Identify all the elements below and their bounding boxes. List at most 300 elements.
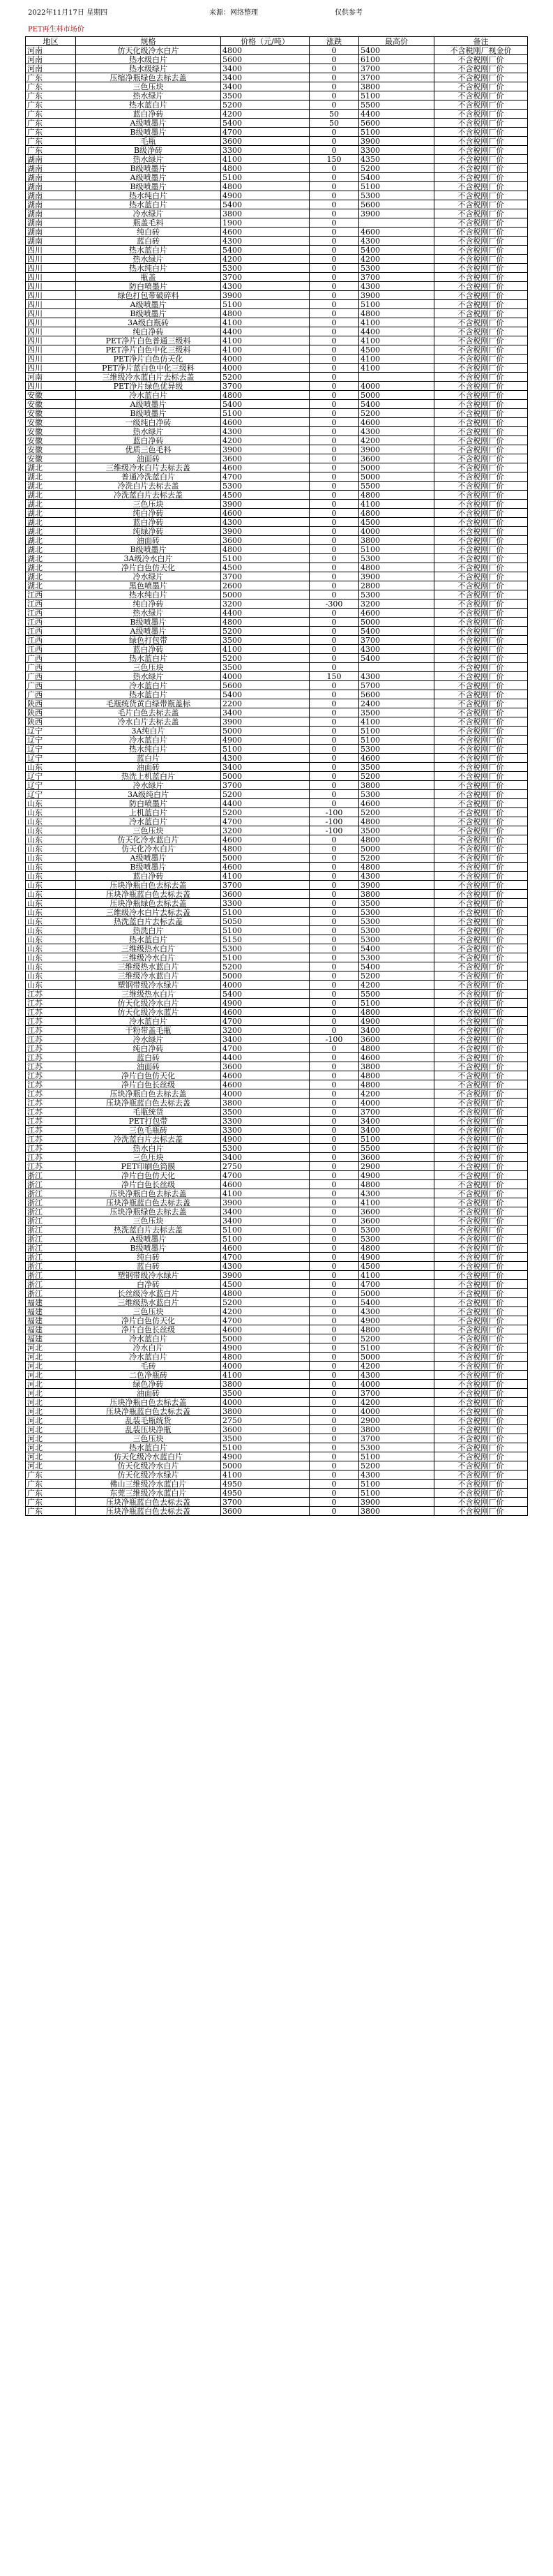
table-row: [26, 518, 528, 527]
table-row: [26, 799, 528, 808]
cell-spec: B级喷墨片: [76, 545, 221, 554]
cell-note: 不含税刚厂价: [434, 155, 528, 164]
cell-region: 四川: [26, 291, 76, 300]
cell-high: 5200: [359, 808, 434, 817]
cell-price: 4100: [221, 336, 310, 345]
cell-high: 5400: [359, 962, 434, 971]
cell-price: 4600: [221, 835, 310, 844]
table-row: [26, 173, 528, 182]
cell-spec: 冷水绿片: [76, 1035, 221, 1044]
cell-note: 不含税刚厂价: [434, 382, 528, 391]
cell-price: 4800: [221, 182, 310, 191]
cell-change: 0: [310, 690, 359, 699]
cell-note: 不含税刚厂价: [434, 1461, 528, 1471]
cell-note: 不含税刚厂价: [434, 1425, 528, 1434]
cell-change: 0: [310, 962, 359, 971]
cell-high: 3800: [359, 890, 434, 899]
cell-note: 不含税刚厂价: [434, 618, 528, 627]
cell-region: 江苏: [26, 1108, 76, 1117]
cell-spec: 压块净瓶蓝白色去标去盖: [76, 1498, 221, 1507]
cell-region: 河北: [26, 1362, 76, 1371]
cell-spec: 纯白净砖: [76, 327, 221, 336]
cell-note: 不含税刚厂价: [434, 554, 528, 563]
cell-region: 四川: [26, 345, 76, 355]
column-header-change: 涨跌: [310, 37, 359, 46]
table-row: [26, 627, 528, 636]
cell-note: 不含税刚厂价: [434, 708, 528, 717]
cell-spec: 热水蓝白片: [76, 200, 221, 209]
cell-change: 0: [310, 926, 359, 935]
cell-note: 不含税刚厂价: [434, 763, 528, 772]
cell-high: 4100: [359, 336, 434, 345]
table-row: [26, 908, 528, 917]
table-row: [26, 1461, 528, 1471]
cell-region: 辽宁: [26, 736, 76, 745]
cell-region: 江苏: [26, 1053, 76, 1062]
cell-change: 0: [310, 844, 359, 854]
cell-high: 4600: [359, 609, 434, 618]
cell-region: 河北: [26, 1407, 76, 1416]
cell-change: 0: [310, 200, 359, 209]
cell-high: 3800: [359, 1062, 434, 1071]
cell-spec: 仿天化级冷水白片: [76, 1461, 221, 1471]
cell-price: 4300: [221, 518, 310, 527]
cell-region: 广东: [26, 1498, 76, 1507]
cell-note: 不含税刚厂价: [434, 645, 528, 654]
cell-note: 不含税刚厂价: [434, 1325, 528, 1334]
cell-high: [359, 373, 434, 382]
cell-note: 不含税刚厂价: [434, 1289, 528, 1298]
cell-region: 江西: [26, 600, 76, 609]
cell-high: 4600: [359, 418, 434, 427]
cell-high: 5300: [359, 917, 434, 926]
cell-note: 不含税刚厂价: [434, 935, 528, 944]
cell-high: 5200: [359, 971, 434, 981]
cell-region: 山东: [26, 808, 76, 817]
table-row: [26, 1080, 528, 1089]
cell-change: 0: [310, 146, 359, 155]
cell-spec: 蓝白砖: [76, 237, 221, 246]
cell-price: 3600: [221, 536, 310, 545]
cell-change: 0: [310, 336, 359, 345]
cell-high: 3500: [359, 899, 434, 908]
cell-spec: 毛瓶: [76, 137, 221, 146]
cell-high: 4300: [359, 672, 434, 681]
cell-price: 3400: [221, 763, 310, 772]
cell-region: 广东: [26, 1489, 76, 1498]
cell-change: 50: [310, 119, 359, 128]
cell-price: 4100: [221, 1371, 310, 1380]
table-row: [26, 654, 528, 663]
cell-spec: 净片白色长丝级: [76, 1325, 221, 1334]
cell-high: 5300: [359, 745, 434, 754]
cell-note: 不含税刚厂价: [434, 309, 528, 318]
cell-note: 不含税刚厂价: [434, 545, 528, 554]
cell-note: 不含税刚厂价: [434, 826, 528, 835]
cell-note: 不含税刚厂价: [434, 246, 528, 255]
cell-region: 广东: [26, 73, 76, 82]
cell-region: 江西: [26, 590, 76, 600]
cell-change: 0: [310, 1189, 359, 1198]
price-table-body: [26, 46, 528, 1516]
cell-spec: 优质三色毛料: [76, 445, 221, 454]
table-row: [26, 1117, 528, 1126]
cell-high: 3300: [359, 146, 434, 155]
cell-change: 0: [310, 763, 359, 772]
cell-spec: PET净片白色中化三级料: [76, 345, 221, 355]
cell-price: 5100: [221, 409, 310, 418]
cell-spec: 蓝白净砖: [76, 110, 221, 119]
cell-high: 3700: [359, 1434, 434, 1443]
cell-high: 3700: [359, 1108, 434, 1117]
cell-region: 广东: [26, 1471, 76, 1480]
table-row: [26, 164, 528, 173]
cell-price: 5000: [221, 971, 310, 981]
cell-high: 3900: [359, 291, 434, 300]
cell-region: 山东: [26, 844, 76, 854]
cell-spec: 蓝白净砖: [76, 436, 221, 445]
cell-change: -100: [310, 826, 359, 835]
cell-note: 不含税刚厂价: [434, 1044, 528, 1053]
cell-high: 5500: [359, 990, 434, 999]
cell-region: 山东: [26, 799, 76, 808]
table-row: [26, 1126, 528, 1135]
cell-change: 0: [310, 1135, 359, 1144]
cell-price: 5100: [221, 1443, 310, 1452]
cell-price: 5600: [221, 55, 310, 64]
table-row: [26, 690, 528, 699]
cell-price: 4700: [221, 1017, 310, 1026]
cell-note: 不含税刚厂价: [434, 1271, 528, 1280]
cell-note: 不含税刚厂价: [434, 1135, 528, 1144]
cell-high: 3700: [359, 64, 434, 73]
cell-high: 4900: [359, 1316, 434, 1325]
cell-note: 不含税刚厂价: [434, 237, 528, 246]
cell-price: 3300: [221, 1117, 310, 1126]
cell-price: 4900: [221, 191, 310, 200]
cell-price: 4600: [221, 418, 310, 427]
cell-price: 5400: [221, 400, 310, 409]
cell-price: 5050: [221, 917, 310, 926]
cell-price: 4800: [221, 391, 310, 400]
cell-change: 0: [310, 727, 359, 736]
cell-high: 5500: [359, 482, 434, 491]
table-row: [26, 318, 528, 327]
table-row: [26, 364, 528, 373]
table-row: [26, 672, 528, 681]
cell-change: 0: [310, 182, 359, 191]
cell-price: 5400: [221, 119, 310, 128]
cell-price: 4800: [221, 844, 310, 854]
cell-note: 不含税刚厂价: [434, 1053, 528, 1062]
cell-price: 4800: [221, 545, 310, 554]
table-row: [26, 200, 528, 209]
cell-region: 浙江: [26, 1207, 76, 1216]
cell-price: 4600: [221, 1244, 310, 1253]
cell-change: 0: [310, 1044, 359, 1053]
table-row: [26, 1452, 528, 1461]
cell-price: 5100: [221, 953, 310, 962]
cell-price: 5150: [221, 935, 310, 944]
cell-spec: 热水蓝白片: [76, 1443, 221, 1452]
cell-change: 0: [310, 572, 359, 581]
cell-region: 陕西: [26, 699, 76, 708]
cell-change: 0: [310, 1162, 359, 1171]
cell-note: 不含税刚厂价: [434, 1144, 528, 1153]
cell-change: 0: [310, 445, 359, 454]
header-disclaimer: 仅供参考: [335, 9, 363, 17]
cell-region: 辽宁: [26, 790, 76, 799]
cell-change: 0: [310, 1362, 359, 1371]
cell-region: 湖北: [26, 472, 76, 482]
cell-note: 不含税刚厂价: [434, 1008, 528, 1017]
cell-note: 不含税刚厂价: [434, 754, 528, 763]
cell-note: 不含税刚厂价: [434, 1108, 528, 1117]
cell-change: 0: [310, 1389, 359, 1398]
table-row: [26, 1089, 528, 1099]
cell-note: 不含税刚厂价: [434, 699, 528, 708]
cell-spec: 压块净瓶白色去标去盖: [76, 881, 221, 890]
cell-spec: 三维级冷水蓝白片去标去盖: [76, 373, 221, 382]
cell-high: 5400: [359, 400, 434, 409]
cell-price: 5200: [221, 1298, 310, 1307]
table-row: [26, 763, 528, 772]
cell-high: 4800: [359, 1044, 434, 1053]
cell-price: 4000: [221, 1398, 310, 1407]
cell-note: 不含税刚厂价: [434, 999, 528, 1008]
cell-high: 3800: [359, 82, 434, 91]
cell-high: 4800: [359, 491, 434, 500]
cell-high: 3700: [359, 636, 434, 645]
cell-spec: 纯白净砖: [76, 509, 221, 518]
cell-high: 5500: [359, 100, 434, 110]
cell-change: 0: [310, 745, 359, 754]
cell-change: 0: [310, 1289, 359, 1298]
cell-high: 5400: [359, 173, 434, 182]
cell-note: 不含税刚厂价: [434, 1353, 528, 1362]
cell-high: 5500: [359, 1144, 434, 1153]
cell-region: 湖北: [26, 572, 76, 581]
cell-price: 3200: [221, 826, 310, 835]
cell-spec: 热洗蓝白片去标去盖: [76, 1226, 221, 1235]
cell-change: 0: [310, 173, 359, 182]
cell-change: 0: [310, 1099, 359, 1108]
cell-region: 辽宁: [26, 745, 76, 754]
cell-spec: 压块净瓶绿色去标去盖: [76, 899, 221, 908]
cell-region: 四川: [26, 327, 76, 336]
cell-high: 4800: [359, 1080, 434, 1089]
table-row: [26, 491, 528, 500]
cell-change: 0: [310, 1253, 359, 1262]
cell-spec: 油面砖: [76, 536, 221, 545]
cell-note: 不含税刚厂价: [434, 944, 528, 953]
cell-spec: 冷洗白片去标去盖: [76, 482, 221, 491]
cell-high: 5100: [359, 128, 434, 137]
cell-price: 4300: [221, 427, 310, 436]
cell-price: 5100: [221, 554, 310, 563]
cell-change: 0: [310, 500, 359, 509]
cell-price: 4600: [221, 1080, 310, 1089]
table-row: [26, 781, 528, 790]
cell-change: 0: [310, 209, 359, 218]
cell-region: 山东: [26, 899, 76, 908]
table-row: [26, 1226, 528, 1235]
table-row: [26, 1207, 528, 1216]
cell-high: 4600: [359, 799, 434, 808]
cell-spec: PET净片白色仿天化: [76, 355, 221, 364]
cell-high: 4000: [359, 1407, 434, 1416]
cell-spec: 蓝白净砖: [76, 645, 221, 654]
cell-change: 0: [310, 1108, 359, 1117]
cell-note: 不含税刚厂价: [434, 1089, 528, 1099]
column-header-high: 最高价: [359, 37, 434, 46]
cell-region: 湖北: [26, 563, 76, 572]
cell-price: 4100: [221, 645, 310, 654]
cell-change: 0: [310, 518, 359, 527]
cell-note: 不含税刚厂价: [434, 926, 528, 935]
cell-price: 1900: [221, 218, 310, 228]
table-row: [26, 255, 528, 264]
cell-change: 0: [310, 536, 359, 545]
cell-high: 4500: [359, 345, 434, 355]
cell-change: 0: [310, 364, 359, 373]
cell-note: 不含税刚厂价: [434, 844, 528, 854]
cell-change: 0: [310, 418, 359, 427]
cell-high: 4100: [359, 1198, 434, 1207]
cell-high: 6100: [359, 55, 434, 64]
cell-note: 不含税刚厂价: [434, 427, 528, 436]
cell-change: 0: [310, 1316, 359, 1325]
cell-note: 不含税刚厂价: [434, 509, 528, 518]
cell-change: 0: [310, 554, 359, 563]
table-row: [26, 1180, 528, 1189]
cell-spec: 冷水蓝白片: [76, 1017, 221, 1026]
cell-note: 不含税刚厂价: [434, 373, 528, 382]
cell-high: 4200: [359, 1398, 434, 1407]
cell-price: 5200: [221, 790, 310, 799]
table-row: [26, 817, 528, 826]
table-row: [26, 1189, 528, 1198]
cell-region: 福建: [26, 1316, 76, 1325]
cell-note: 不含税刚厂价: [434, 781, 528, 790]
cell-note: 不含税刚厂价: [434, 500, 528, 509]
table-row: [26, 400, 528, 409]
cell-price: 3400: [221, 82, 310, 91]
cell-high: [359, 218, 434, 228]
cell-high: 5300: [359, 953, 434, 962]
cell-spec: 热水绿片: [76, 427, 221, 436]
cell-price: 3200: [221, 1026, 310, 1035]
cell-region: 河北: [26, 1425, 76, 1434]
cell-high: 3200: [359, 600, 434, 609]
cell-change: 0: [310, 917, 359, 926]
cell-change: 0: [310, 1080, 359, 1089]
cell-change: 0: [310, 981, 359, 990]
cell-price: 3600: [221, 1062, 310, 1071]
cell-price: 4900: [221, 1135, 310, 1144]
cell-price: 5400: [221, 200, 310, 209]
cell-high: 5400: [359, 944, 434, 953]
cell-region: 浙江: [26, 1180, 76, 1189]
cell-spec: 一级纯白净砖: [76, 418, 221, 427]
cell-price: 4300: [221, 1262, 310, 1271]
cell-price: 4600: [221, 463, 310, 472]
cell-price: 4200: [221, 436, 310, 445]
table-row: [26, 300, 528, 309]
cell-high: 3600: [359, 454, 434, 463]
cell-price: 3600: [221, 890, 310, 899]
table-row: [26, 745, 528, 754]
cell-region: 广东: [26, 1507, 76, 1516]
cell-change: 0: [310, 373, 359, 382]
cell-change: 0: [310, 654, 359, 663]
cell-change: 0: [310, 872, 359, 881]
cell-change: 0: [310, 899, 359, 908]
cell-spec: 干粉带盖毛瓶: [76, 1026, 221, 1035]
cell-note: 不含税刚厂价: [434, 1443, 528, 1452]
cell-spec: 冷水绿片: [76, 781, 221, 790]
cell-price: 4200: [221, 255, 310, 264]
table-row: [26, 100, 528, 110]
cell-price: 4500: [221, 1280, 310, 1289]
cell-price: 4800: [221, 164, 310, 173]
cell-spec: 热水级白片: [76, 55, 221, 64]
cell-high: 4800: [359, 835, 434, 844]
cell-spec: 毛砖: [76, 1362, 221, 1371]
table-row: [26, 953, 528, 962]
cell-high: 4200: [359, 981, 434, 990]
cell-spec: 冷水蓝白片: [76, 736, 221, 745]
cell-region: 山东: [26, 971, 76, 981]
cell-region: 湖北: [26, 500, 76, 509]
cell-high: 3500: [359, 826, 434, 835]
cell-high: 3900: [359, 445, 434, 454]
cell-price: 4600: [221, 228, 310, 237]
cell-change: 0: [310, 1307, 359, 1316]
cell-region: 湖南: [26, 237, 76, 246]
cell-price: 3900: [221, 717, 310, 727]
cell-price: 3800: [221, 1099, 310, 1108]
table-row: [26, 1398, 528, 1407]
cell-change: 0: [310, 382, 359, 391]
cell-change: 0: [310, 73, 359, 82]
cell-change: 0: [310, 1235, 359, 1244]
table-row: [26, 445, 528, 454]
cell-region: 广东: [26, 1480, 76, 1489]
cell-note: 不含税刚厂价: [434, 609, 528, 618]
cell-region: 河南: [26, 46, 76, 55]
cell-region: 山东: [26, 763, 76, 772]
cell-spec: 热水白片: [76, 1144, 221, 1153]
table-row: [26, 282, 528, 291]
cell-price: 4300: [221, 237, 310, 246]
cell-price: 4400: [221, 327, 310, 336]
cell-spec: 白净砖: [76, 1280, 221, 1289]
cell-price: 4800: [221, 618, 310, 627]
cell-note: 不含税刚厂价: [434, 1180, 528, 1189]
table-row: [26, 1253, 528, 1262]
cell-price: 4700: [221, 817, 310, 826]
cell-change: 0: [310, 1343, 359, 1353]
cell-region: 山东: [26, 872, 76, 881]
cell-note: 不含税刚厂价: [434, 917, 528, 926]
cell-change: 0: [310, 1280, 359, 1289]
cell-high: 5600: [359, 690, 434, 699]
cell-note: 不含税刚厂价: [434, 1216, 528, 1226]
cell-region: 江苏: [26, 1153, 76, 1162]
cell-spec: 蓝白砖: [76, 1053, 221, 1062]
table-row: [26, 944, 528, 953]
